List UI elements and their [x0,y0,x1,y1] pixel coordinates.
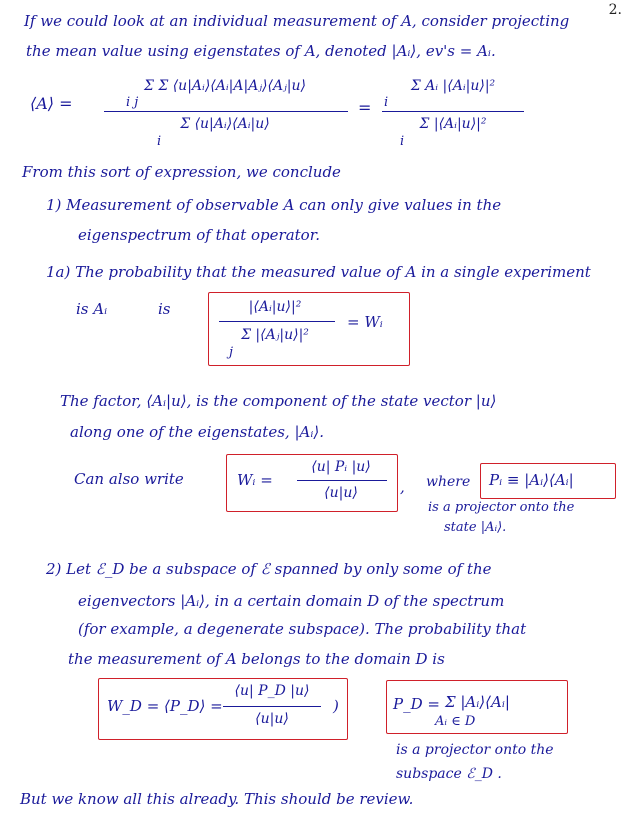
pd-note-1: is a projector onto the [396,742,554,758]
eq1-num1: Σ Σ ⟨u|Aᵢ⟩⟨Aᵢ|A|Aⱼ⟩⟨Aⱼ|u⟩ [144,78,306,94]
intro-line-1: If we could look at an individual measurement of A, consider projecting [24,12,570,30]
pd-box [386,680,568,734]
prob-rhs: = Wᵢ [347,313,383,331]
wi-box [226,454,398,512]
wd-box [98,678,348,740]
eq1-den2: Σ |⟨Aᵢ|u⟩|² [419,116,487,132]
prob-den: Σ |⟨Aⱼ|u⟩|² [241,327,309,343]
eq1-den1: Σ ⟨u|Aᵢ⟩⟨Aᵢ|u⟩ [180,116,270,132]
projector-def: Pᵢ ≡ |Aᵢ⟩⟨Aᵢ| [489,471,574,489]
pd-lhs: P_D = [393,695,440,713]
wi-den: ⟨u|u⟩ [324,485,358,501]
wi-lhs: Wᵢ = [237,471,273,489]
pd-index: Aᵢ ∈ D [435,714,476,729]
projector-note-1: is a projector onto the [428,500,575,515]
eq1-equals: = [358,98,372,117]
item1a-line-2a: is Aᵢ [76,300,108,318]
wd-fraction-bar [223,706,321,707]
factor-line-1: The factor, ⟨Aᵢ|u⟩, is the component of the state vector |u⟩ [60,392,497,410]
prob-num: |⟨Aᵢ|u⟩|² [248,299,302,315]
projector-note-2: state |Aᵢ⟩. [444,520,507,535]
prob-fraction-bar [219,321,335,322]
item1-line-2: eigenspectrum of that operator. [78,226,320,244]
eq1-num1-index: i j [126,95,139,110]
wd-den: ⟨u|u⟩ [255,711,289,727]
item2-line-1: 2) Let ℰ_D be a subspace of ℰ spanned by only some of the [46,560,492,578]
wd-num: ⟨u| P_D |u⟩ [234,683,310,699]
eq1-fraction-bar-1 [104,111,348,112]
eq1-fraction-bar-2 [382,111,524,112]
conclude-line: From this sort of expression, we conclude [22,163,341,181]
eq1-den2-index: i [400,134,405,149]
item2-line-2: eigenvectors |Aᵢ⟩, in a certain domain D of the spectrum [78,592,505,610]
item2-line-3: (for example, a degenerate subspace). The probability that [78,620,527,638]
page-number: 2. [608,2,622,18]
item2-line-4: the measurement of A belongs to the domain D is [68,650,445,668]
eq1-num2-index: i [384,95,389,110]
item1-line-1: 1) Measurement of observable A can only give values in the [46,196,502,214]
item1a-line-2b: is [158,300,171,318]
eq1-lhs: ⟨A⟩ = [30,94,73,113]
wi-fraction-bar [297,480,387,481]
eq1-num2: Σ Aᵢ |⟨Aᵢ|u⟩|² [410,78,496,94]
closing-line: But we know all this already. This should be review. [20,790,414,808]
prob-den-index: j [228,345,234,360]
projector-box [480,463,616,499]
also-where: where [426,474,471,490]
wd-lhs: W_D = ⟨P_D⟩ = [107,697,223,715]
item1a-line-1: 1a) The probability that the measured value of A in a single experiment [46,263,591,281]
wd-tail: ) [333,697,339,715]
pd-rhs: Σ |Aᵢ⟩⟨Aᵢ| [445,693,510,711]
wi-num: ⟨u| Pᵢ |u⟩ [311,459,371,475]
intro-line-2: the mean value using eigenstates of A, denoted |Aᵢ⟩, ev's = Aᵢ. [26,42,496,60]
factor-line-2: along one of the eigenstates, |Aᵢ⟩. [70,423,324,441]
pd-note-2: subspace ℰ_D . [396,766,502,782]
also-comma: , [400,478,405,496]
probability-box [208,292,410,366]
eq1-den1-index: i [157,134,162,149]
also-label: Can also write [74,470,184,488]
